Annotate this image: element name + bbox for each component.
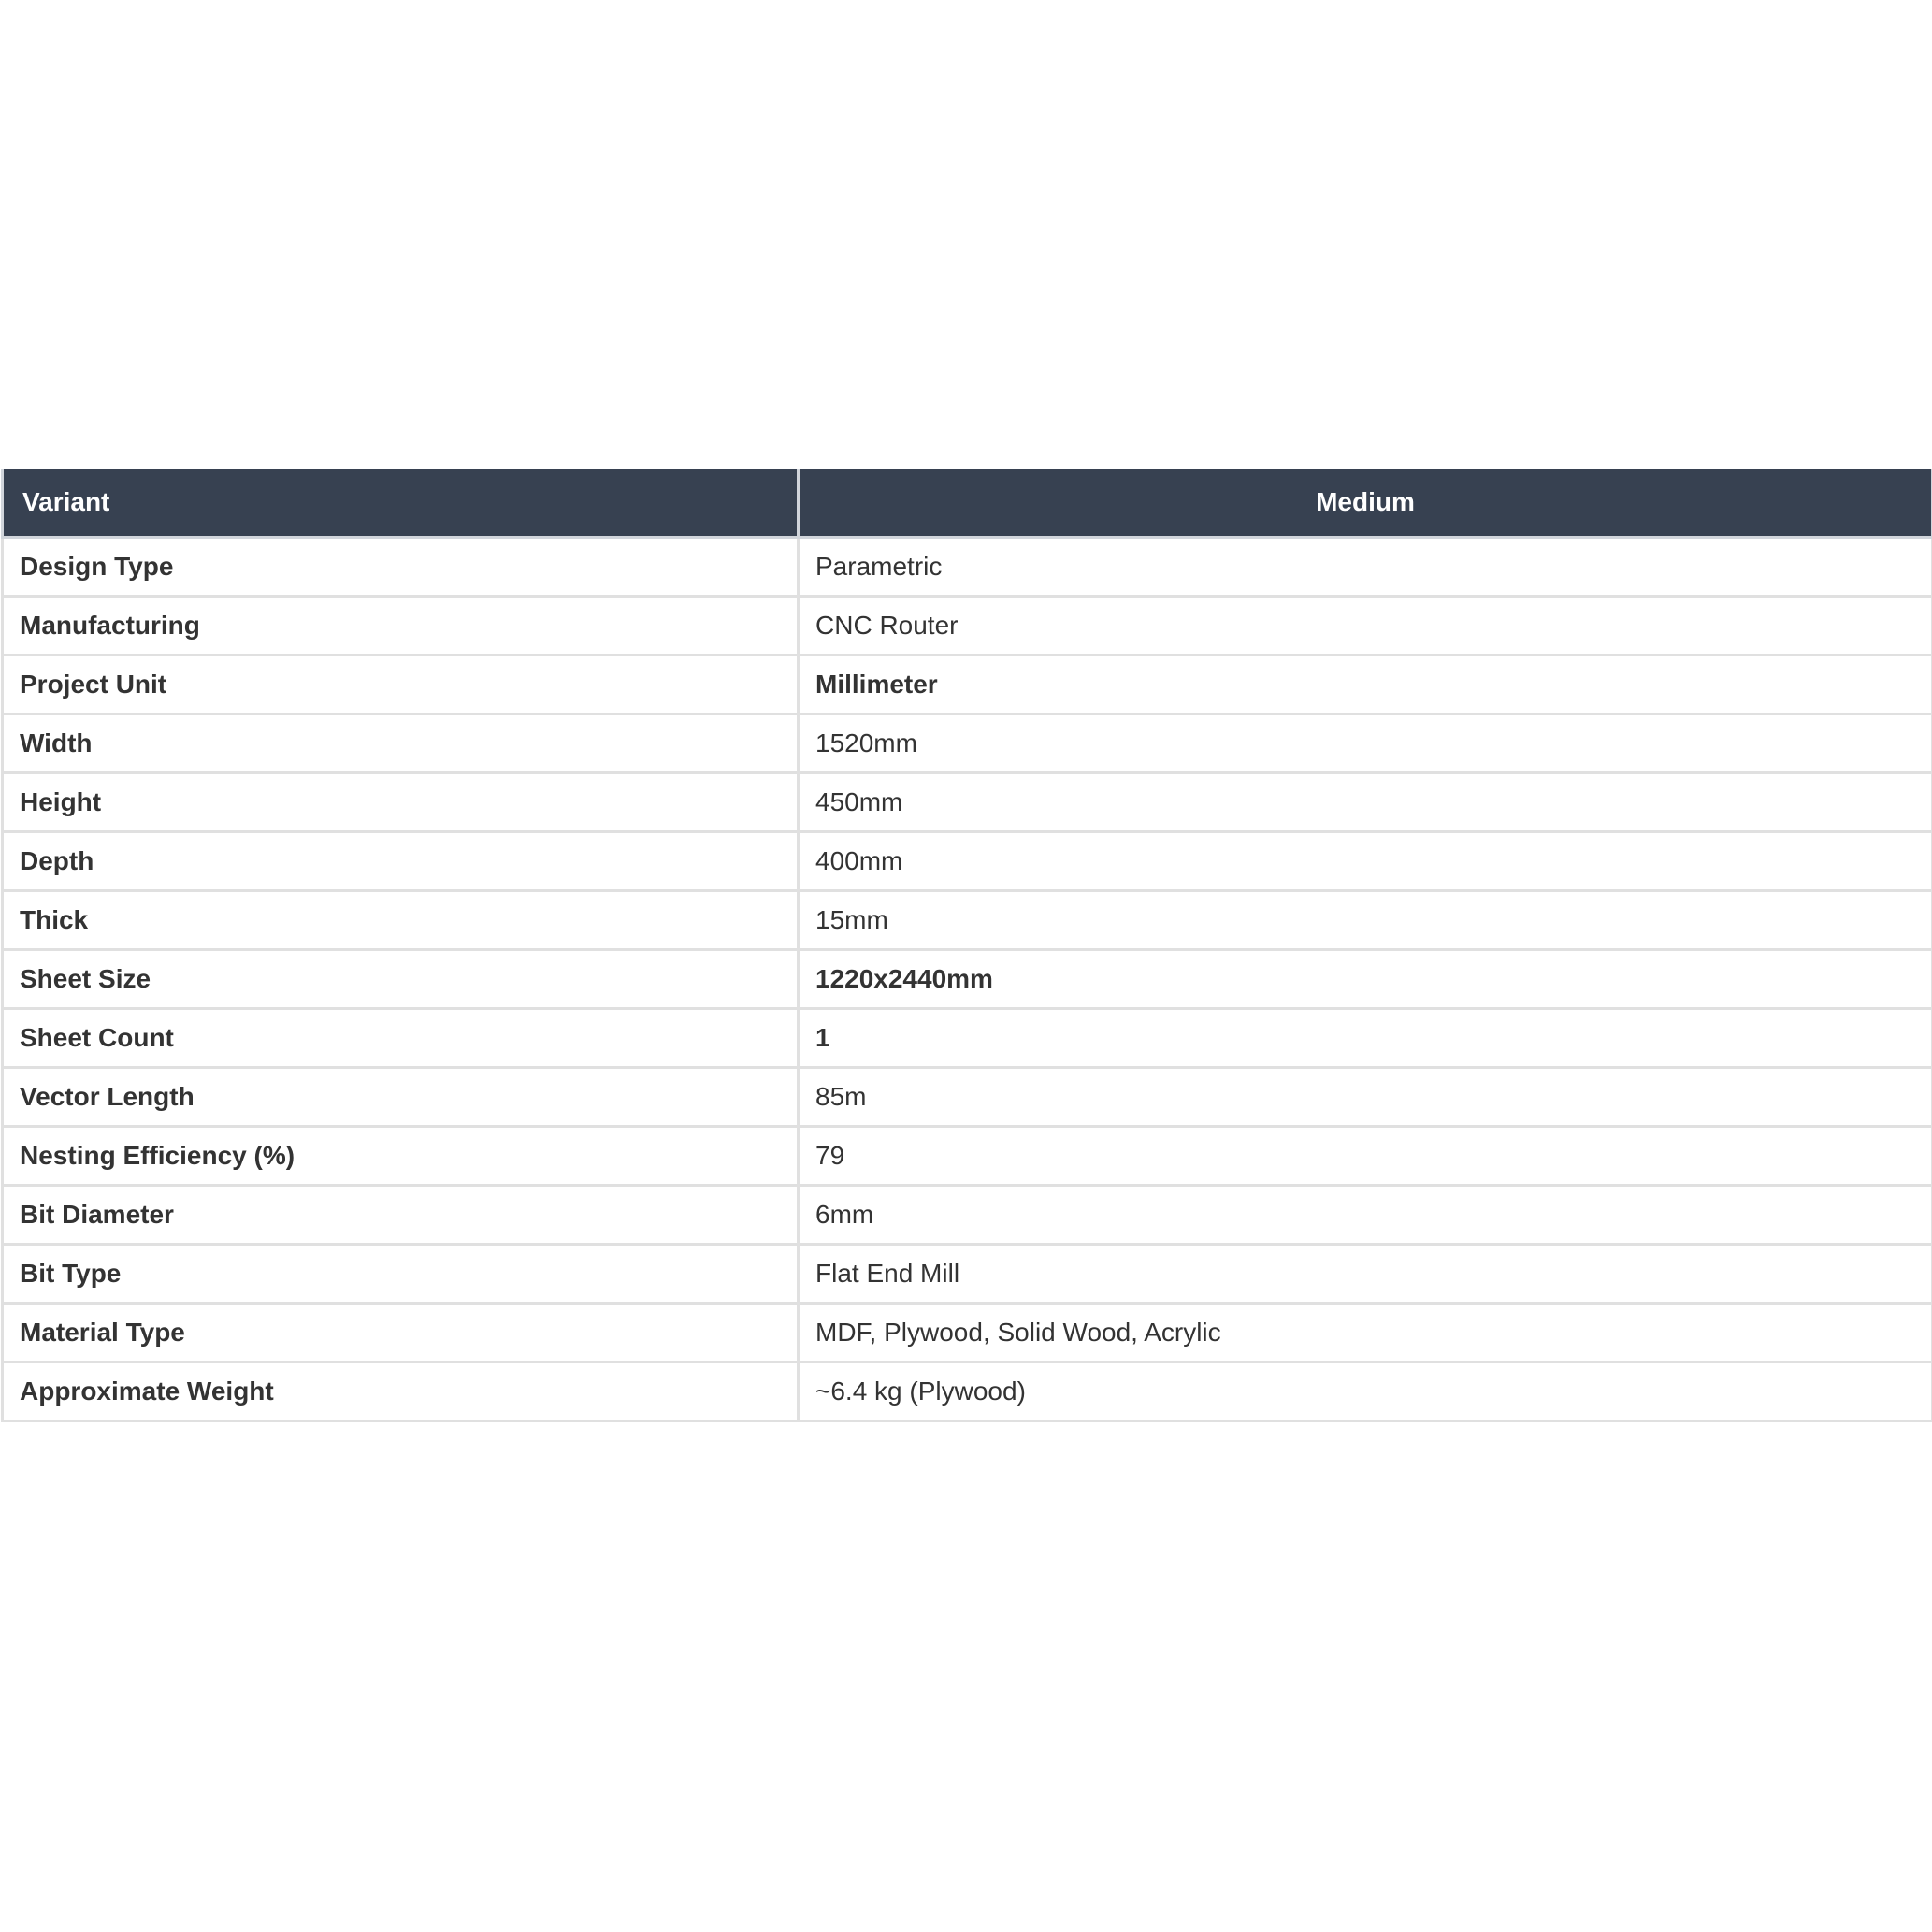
spec-label: Nesting Efficiency (%) [3, 1127, 799, 1186]
spec-label: Sheet Size [3, 950, 799, 1009]
spec-value: 400mm [799, 832, 1932, 891]
spec-value: CNC Router [799, 597, 1932, 656]
spec-value: Millimeter [799, 656, 1932, 714]
spec-label: Height [3, 773, 799, 832]
spec-value: 15mm [799, 891, 1932, 950]
spec-label: Material Type [3, 1304, 799, 1362]
spec-value: ~6.4 kg (Plywood) [799, 1362, 1932, 1421]
header-row [3, 469, 1932, 538]
spec-label: Project Unit [3, 656, 799, 714]
spec-label: Design Type [3, 538, 799, 597]
header-variant-value: Medium [799, 469, 1932, 538]
table-row [3, 832, 1932, 891]
table-row [3, 1068, 1932, 1127]
spec-value: Flat End Mill [799, 1245, 1932, 1304]
table-row [3, 656, 1932, 714]
spec-label: Bit Diameter [3, 1186, 799, 1245]
table-row [3, 538, 1932, 597]
spec-value: 1 [799, 1009, 1932, 1068]
header-variant-label: Variant [3, 469, 799, 538]
spec-label: Bit Type [3, 1245, 799, 1304]
spec-table-header [3, 469, 1932, 538]
table-row [3, 891, 1932, 950]
table-row [3, 1245, 1932, 1304]
table-row [3, 1127, 1932, 1186]
table-row [3, 1186, 1932, 1245]
spec-label: Approximate Weight [3, 1362, 799, 1421]
spec-label: Manufacturing [3, 597, 799, 656]
table-row [3, 1362, 1932, 1421]
spec-label: Thick [3, 891, 799, 950]
spec-label: Sheet Count [3, 1009, 799, 1068]
spec-value: MDF, Plywood, Solid Wood, Acrylic [799, 1304, 1932, 1362]
spec-table [1, 469, 1932, 1422]
table-row [3, 597, 1932, 656]
spec-table-body [3, 538, 1932, 1421]
table-row [3, 1304, 1932, 1362]
spec-value: 1220x2440mm [799, 950, 1932, 1009]
spec-value: 450mm [799, 773, 1932, 832]
spec-label: Depth [3, 832, 799, 891]
spec-value: 79 [799, 1127, 1932, 1186]
table-row [3, 950, 1932, 1009]
spec-value: 6mm [799, 1186, 1932, 1245]
table-row [3, 714, 1932, 773]
table-row [3, 773, 1932, 832]
spec-label: Width [3, 714, 799, 773]
spec-value: Parametric [799, 538, 1932, 597]
table-row [3, 1009, 1932, 1068]
spec-value: 1520mm [799, 714, 1932, 773]
spec-label: Vector Length [3, 1068, 799, 1127]
spec-value: 85m [799, 1068, 1932, 1127]
